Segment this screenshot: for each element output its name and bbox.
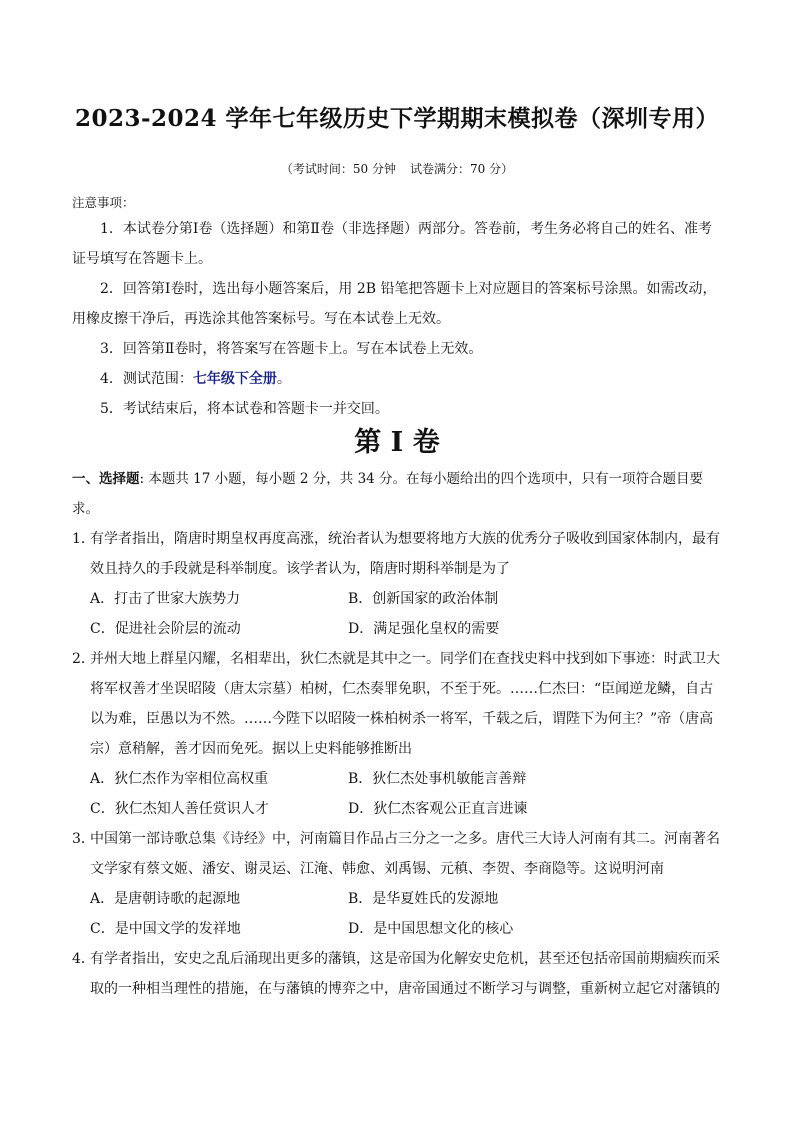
option-b: B．狄仁杰处事机敏能言善辩 [348,771,527,787]
notice-item: 5．考试结束后，将本试卷和答题卡一并交回。 [100,401,389,417]
option-a: A．打击了世家大族势力 [90,591,241,607]
option-d: D．狄仁杰客观公正直言进谏 [348,801,528,817]
question-number: 1． [72,531,95,547]
notice-item: 2．回答第Ⅰ卷时，选出每小题答案后，用 2B 铅笔把答题卡上对应题目的答案标号涂黑。如需改动，用橡皮擦干净后，再选涂其他答案标号。写在本试卷上无效。 [72,281,717,327]
option-list [72,764,722,824]
question-text: 并州大地上群星闪耀，名相辈出，狄仁杰就是其中之一。同学们在查找史料中找到如下事迹：时武卫大将军权善才坐误昭陵（唐太宗墓）柏树，仁杰奏罪免职，不至于死。……仁杰曰：“臣闻逆龙鳞，自古以为难，臣愚以为不然。……今陛下以昭陵一株柏树杀一将军，千载之后，谓陛下为何主？”帝（唐高宗）意稍解，善才因而免死。据以上史料能够推断出 [90,651,720,757]
notice-item: 1．本试卷分第Ⅰ卷（选择题）和第Ⅱ卷（非选择题）两部分。答卷前，考生务必将自己的姓名、准考证号填写在答题卡上。 [72,221,712,267]
question-number: 2． [72,651,95,667]
question-text: 中国第一部诗歌总集《诗经》中，河南篇目作品占三分之一之多。唐代三大诗人河南有其二。河南著名文学家有蔡文姬、潘安、谢灵运、江淹、韩愈、刘禹锡、元稹、李贺、李商隐等。这说明河南 [90,831,720,877]
option-c: C．狄仁杰知人善任赏识人才 [90,801,269,817]
question-4 [72,944,722,1004]
question-3 [72,824,722,944]
option-list [72,584,722,644]
option-list [72,884,722,944]
exam-score: 试卷满分：70 分） [410,162,514,176]
question-text: 有学者指出，隋唐时期皇权再度高涨，统治者认为想要将地方大族的优秀分子吸收到国家体制内，最有效且持久的手段就是科举制度。该学者认为，隋唐时期科举制是为了 [90,531,720,577]
option-a: A．是唐朝诗歌的起源地 [90,891,241,907]
option-b: B．创新国家的政治体制 [348,591,499,607]
notice-label: 注意事项： [72,195,135,210]
exam-time: （考试时间：50 分钟 [280,162,396,176]
option-a: A．狄仁杰作为宰相位高权重 [90,771,269,787]
option-c: C．是中国文学的发祥地 [90,921,241,937]
volume-heading: 第 I 卷 [354,427,440,458]
question-text: 有学者指出，安史之乱后涌现出更多的藩镇，这是帝国为化解安史危机，甚至还包括帝国前期痼疾而采取的一种相当理性的措施，在与藩镇的博弈之中，唐帝国通过不断学习与调整，重新树立起它对藩镇的 [90,951,720,997]
question-2 [72,644,722,824]
exam-info [0,160,794,177]
test-scope: 七年级下全册 [192,371,277,387]
option-b: B．是华夏姓氏的发源地 [348,891,499,907]
notice-item: 3．回答第Ⅱ卷时，将答案写在答题卡上。写在本试卷上无效。 [100,341,483,357]
notice-item-scope: 4．测试范围：七年级下全册。 [100,371,291,387]
notice-list [72,214,722,424]
section-heading: 一、选择题: 本题共 17 小题，每小题 2 分，共 34 分。在每小题给出的四个选项中，只有一项符合题目要求。 [72,471,704,517]
option-d: D．是中国思想文化的核心 [348,921,514,937]
question-1 [72,524,722,644]
option-d: D．满足强化皇权的需要 [348,621,500,637]
page-title: 2023-2024 学年七年级历史下学期期末模拟卷（深圳专用） [74,105,720,132]
question-number: 3． [72,831,95,847]
question-number: 4． [72,951,95,967]
option-c: C．促进社会阶层的流动 [90,621,241,637]
question-list [72,524,722,1004]
